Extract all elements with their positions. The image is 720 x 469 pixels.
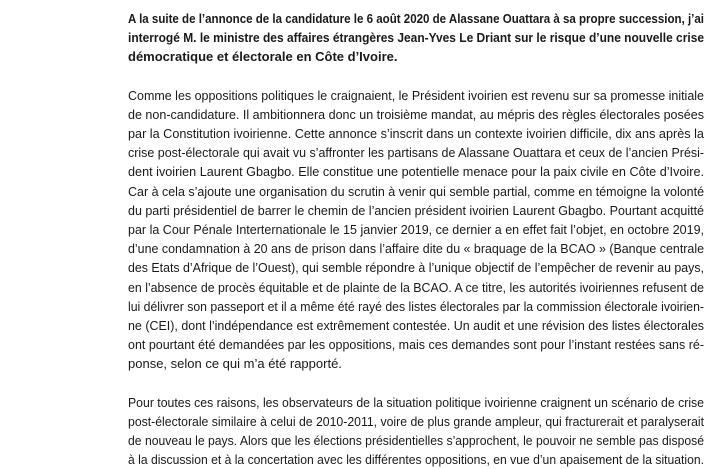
text-line: par la Cour Pénale Interternationale le 15 janvier 2019, ce dernier a en effet fait l’objet, en octobre 2019, [128,222,705,238]
text-line: démocratique et électorale en Côte d’Ivoire. [128,49,398,65]
text-line: lui délivrer son passeport et il a même été rayé des listes électorales par la commission électorale ivoirien- [128,298,705,314]
text-line: Pour toutes ces raisons, les observateurs de la situation politique ivoirienne craignent un scénario de crise [128,394,705,410]
text-line: de nouveau le pays. Alors que les élections présidentielles s’approchent, le pouvoir ne semble pas disposé [128,433,705,449]
text-line: ponse, selon ce qui m’a été rapporté. [128,356,342,372]
text-line: Comme les oppositions politiques le craignaient, le Président ivoirien est revenu sur sa promesse initiale [128,87,704,103]
text-line: A la suite de l’annonce de la candidature le 6 août 2020 de Alassane Ouattara à sa propre succession, j’ai [128,11,704,26]
text-line: par la Constitution ivoirienne. Cette annonce s’inscrit dans un contexte ivoirien difficile, dix ans après la [128,126,704,142]
text-line: ne (CEI), dont l’indépendance est extrêmement contestée. Un audit et une révision des listes électorales [128,318,705,334]
text-line: à la discussion et à la concertation avec les différentes oppositions, en vue d’un apaisement de la situation. [128,452,705,468]
text-line: de non-candidature. Il ambitionnera donc un troisième mandat, au mépris des règles électorales posées [128,106,704,122]
text-line: du parti présidentiel de barrer le chemin de l’ancien président ivoirien Laurent Gbagbo. Pourtant acquitté [128,202,704,218]
text-line: crise post-électorale qui avait vu s’affronter les partisans de Alassane Ouattara et ceux de l’ancien Prési- [128,145,705,161]
text-line: dent ivoirien Laurent Gbagbo. Elle constitue une potentielle menace pour la paix civile en Côte d’Ivoire. [128,164,705,180]
text-line: Car à cela s’ajoute une organisation du scrutin à venir qui semble partial, comme en témoigne la volonté [128,183,705,199]
text-line: ont pourtant été demandées par les oppositions, mais ces demandes sont pour l’instant restées sans ré- [128,337,704,353]
body-paragraph-1 [128,86,704,374]
text-line: d’une condamnation à 20 ans de prison dans l’affaire dite du « braquage de la BCAO » (Banque centrale [128,241,705,257]
text-line: post-électorale similaire à celui de 2010-2011, voire de plus grande ampleur, qui fracturerait et paralyserait [128,413,705,429]
text-line: interrogé M. le ministre des affaires étrangères Jean-Yves Le Driant sur le risque d’une nouvelle crise [128,30,705,46]
body-paragraph-2 [128,393,704,469]
text-line: en l’absence de procès équitable et de plainte de la BCAO. A ce titre, les autorités ivoiriennes refusent de [128,279,704,295]
text-line: des Etats d’Afrique de l’Ouest), qui semble répondre à l’unique objectif de l’empêcher de revenir au pays, [128,260,704,276]
intro-paragraph [128,9,704,67]
